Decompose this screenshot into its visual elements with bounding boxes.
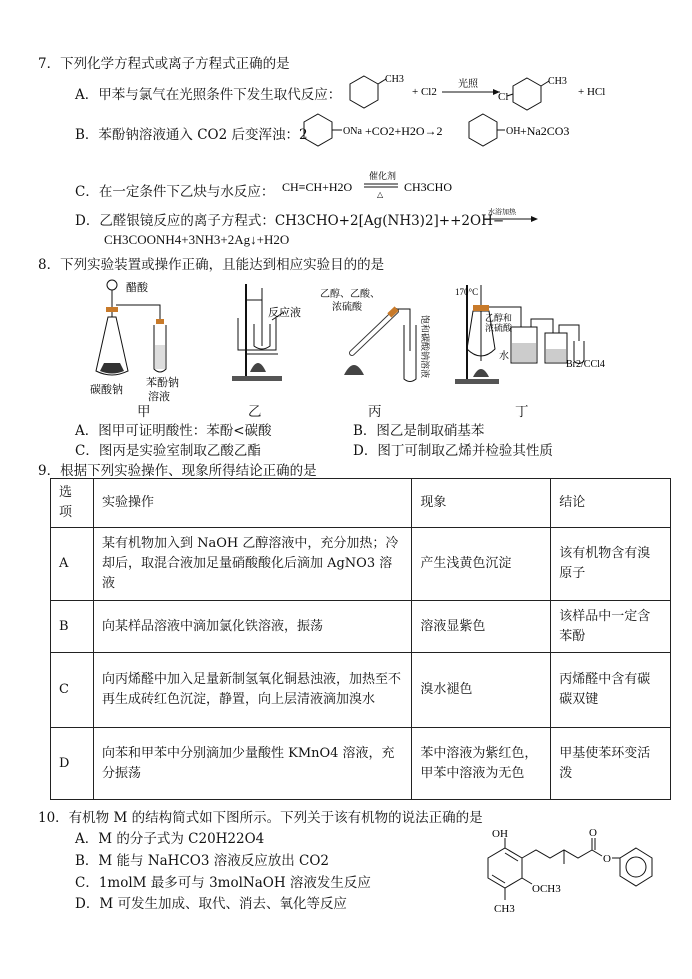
- header-conclusion: 结论: [551, 479, 671, 528]
- q8-option-a: A．图甲可证明酸性：苯酚<碳酸: [75, 423, 272, 439]
- jia-solution-label: 溶液: [148, 391, 170, 403]
- row-c-conclusion: 丙烯醛中含有碳碳双键: [551, 653, 671, 728]
- q9-table: [50, 478, 671, 800]
- q7-b-end: +Na2CO3: [520, 124, 570, 138]
- row-b-conclusion: 该样品中一定含苯酚: [551, 601, 671, 653]
- q10-structure: [460, 828, 670, 928]
- bing-saturated-label: 饱和碳酸钠溶液: [420, 315, 430, 379]
- q7-a-ch3b: CH3: [548, 76, 567, 87]
- ding-mix-label-1: 乙醇和: [485, 313, 513, 323]
- row-d-conclusion: 甲基使苯环变活泼: [551, 728, 671, 800]
- struct-o-carbonyl: O: [589, 827, 597, 839]
- q7-option-b-label: B．苯酚钠溶液通入 CO2 后变浑浊：2: [75, 127, 308, 143]
- q7-b-mid: +CO2+H2O→2: [365, 124, 443, 138]
- apparatus-bing: [318, 285, 438, 385]
- header-operation: 实验操作: [93, 479, 411, 528]
- row-c-phenomenon: 溴水褪色: [412, 653, 551, 728]
- q7-c-right: CH3CHO: [404, 180, 453, 194]
- q7-b-oh: OH: [506, 126, 521, 137]
- q7-option-d-line2: CH3COONH4+3NH3+2Ag↓+H2O: [104, 232, 290, 247]
- caption-yi: 乙: [248, 404, 262, 420]
- q7-option-a-label: A．甲苯与氯气在光照条件下发生取代反应：: [75, 87, 342, 103]
- bing-reagents-label-2: 浓硫酸: [332, 302, 362, 313]
- caption-bing: 丙: [368, 404, 382, 420]
- q7-a-cond: 光照: [458, 79, 478, 90]
- table-row: [51, 528, 671, 601]
- q8-option-c: C．图丙是实验室制取乙酸乙酯: [75, 443, 261, 459]
- struct-oh: OH: [492, 828, 508, 840]
- struct-o-ester: O: [603, 853, 611, 865]
- apparatus-ding: [455, 283, 615, 388]
- q8-option-d: D．图丁可制取乙烯并检验其性质: [353, 443, 553, 459]
- q7-b-ona: ONa: [343, 126, 362, 137]
- header-option: 选项: [51, 479, 94, 528]
- struct-ch3: CH3: [494, 903, 515, 915]
- header-phenomenon: 现象: [412, 479, 551, 528]
- q10-option-d: D．M 可发生加成、取代、消去、氧化等反应: [75, 896, 347, 912]
- q7-option-c-label: C．在一定条件下乙炔与水反应：: [75, 184, 275, 200]
- row-b-key: B: [51, 601, 94, 653]
- q7-d-cond: 水浴加热: [488, 208, 516, 216]
- row-b-operation: 向某样品溶液中滴加氯化铁溶液，振荡: [93, 601, 411, 653]
- row-c-key: C: [51, 653, 94, 728]
- ding-temp-label: 170°C: [455, 287, 479, 297]
- q7-c-left: CH≡CH+H2O: [282, 180, 353, 194]
- q7-a-ch3: CH3: [385, 74, 404, 85]
- table-row: [51, 601, 671, 653]
- q7-option-c-equation: [282, 168, 482, 200]
- bing-reagents-label-1: 乙醇、乙酸、: [320, 289, 380, 300]
- jia-acid-label: 醋酸: [126, 282, 148, 294]
- q7-option-d-arrow: [484, 206, 540, 226]
- row-d-phenomenon: 苯中溶液为紫红色，甲苯中溶液为无色: [412, 728, 551, 800]
- row-a-conclusion: 该有机物含有溴原子: [551, 528, 671, 601]
- row-d-operation: 向苯和甲苯中分别滴加少量酸性 KMnO4 溶液，充分振荡: [93, 728, 411, 800]
- q10-option-a: A．M 的分子式为 C20H22O4: [75, 831, 265, 847]
- q8-stem: 8．下列实验装置或操作正确，且能达到相应实验目的的是: [38, 257, 385, 273]
- ding-reagent-label: Br2/CCl4: [566, 359, 605, 370]
- row-b-phenomenon: 溶液显紫色: [412, 601, 551, 653]
- q7-stem: 7．下列化学方程式或离子方程式正确的是: [38, 56, 290, 72]
- yi-liquid-label: 反应液: [268, 307, 301, 319]
- q10-stem: 10．有机物 M 的结构简式如下图所示。下列关于该有机物的说法正确的是: [38, 810, 483, 826]
- q7-a-cl2: + Cl2: [412, 86, 437, 98]
- q7-a-cl: Cl: [498, 91, 509, 103]
- row-c-operation: 向丙烯醛中加入足量新制氢氧化铜悬浊液，加热至不再生成砖红色沉淀，静置，向上层清液滴加溴水: [93, 653, 411, 728]
- q10-option-b: B．M 能与 NaHCO3 溶液反应放出 CO2: [75, 853, 330, 869]
- struct-och3: OCH3: [532, 883, 561, 895]
- row-a-phenomenon: 产生浅黄色沉淀: [412, 528, 551, 601]
- ding-water-label: 水: [499, 351, 509, 362]
- table-row: [51, 653, 671, 728]
- q7-option-d-label: D．乙醛银镜反应的离子方程式：CH3CHO+2[Ag(NH3)2]++2OH−: [75, 213, 505, 229]
- row-a-operation: 某有机物加入到 NaOH 乙醇溶液中，充分加热；冷却后，取混合液加足量硝酸酸化后滴加 AgNO3 溶液: [93, 528, 411, 601]
- q9-stem: 9．根据下列实验操作、现象所得结论正确的是: [38, 463, 317, 479]
- apparatus-jia: [90, 275, 200, 405]
- jia-phenoxide-label: 苯酚钠: [146, 377, 179, 389]
- caption-ding: 丁: [515, 404, 529, 420]
- row-d-key: D: [51, 728, 94, 800]
- q7-c-heat: △: [377, 190, 384, 199]
- q8-option-b: B．图乙是制取硝基苯: [353, 423, 485, 439]
- q7-option-a-equation: [350, 70, 620, 110]
- caption-jia: 甲: [137, 404, 151, 420]
- ding-mix-label-2: 浓硫酸: [485, 323, 513, 333]
- table-row: [51, 728, 671, 800]
- q7-option-b-equation: [300, 112, 580, 152]
- q7-a-hcl: + HCl: [578, 86, 606, 98]
- table-header-row: [51, 479, 671, 528]
- q10-option-c: C．1molM 最多可与 3molNaOH 溶液发生反应: [75, 875, 371, 891]
- q7-c-cat: 催化剂: [369, 171, 397, 181]
- row-a-key: A: [51, 528, 94, 601]
- jia-carbonate-label: 碳酸钠: [90, 384, 123, 396]
